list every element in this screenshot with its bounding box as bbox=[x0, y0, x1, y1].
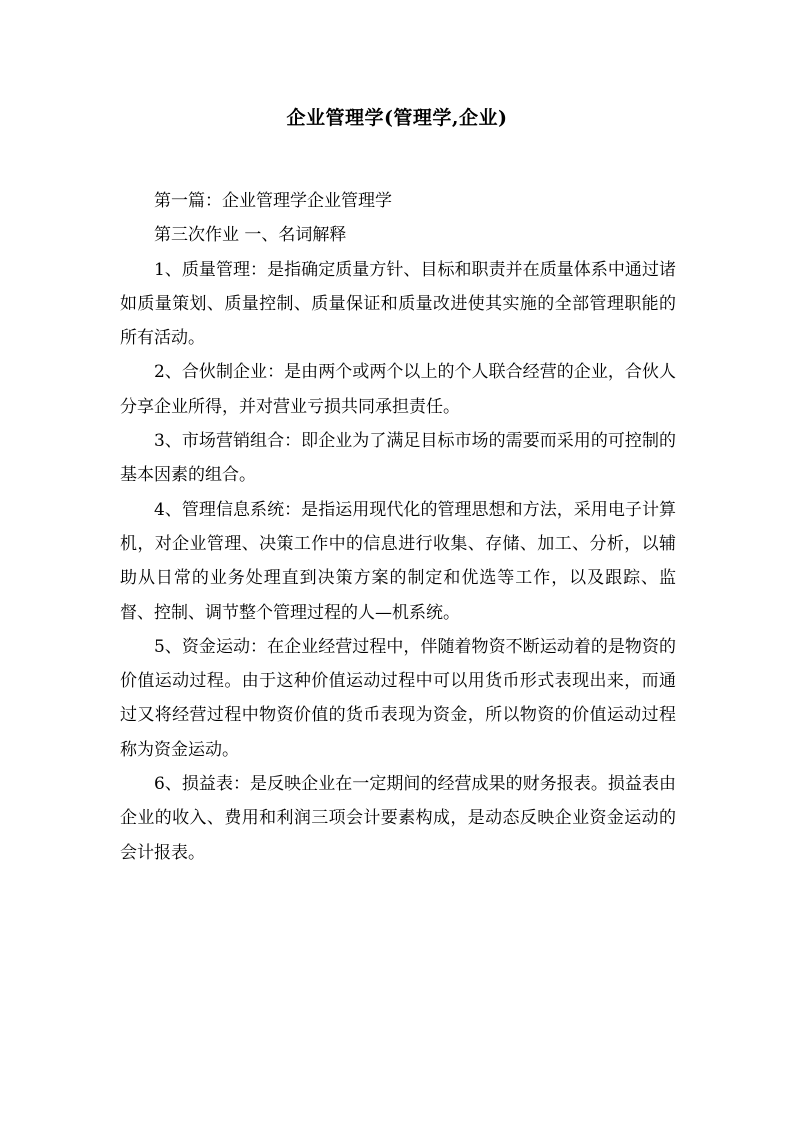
document-body bbox=[120, 184, 676, 870]
section-heading: 第一篇：企业管理学企业管理学 bbox=[154, 191, 392, 211]
definition-marketing-mix: 3、市场营销组合：即企业为了满足目标市场的需要而采用的可控制的基本因素的组合。 bbox=[120, 431, 676, 486]
definition-capital-movement: 5、资金运动：在企业经营过程中，伴随着物资不断运动着的是物资的价值运动过程。由于这种价值运动过程中可以用货币形式表现出来，而通过又将经营过程中物资价值的货币表现为资金，所以物资的价值运动过程称为资金运动。 bbox=[120, 636, 676, 760]
definition-partnership: 2、合伙制企业：是由两个或两个以上的个人联合经营的企业，合伙人分享企业所得，并对营业亏损共同承担责任。 bbox=[120, 362, 676, 417]
assignment-heading: 第三次作业 一、名词解释 bbox=[154, 225, 347, 246]
definition-mis: 4、管理信息系统：是指运用现代化的管理思想和方法，采用电子计算机，对企业管理、决策工作中的信息进行收集、存储、加工、分析，以辅助从日常的业务处理直到决策方案的制定和优选等工作，以及跟踪、监督、控制、调节整个管理过程的人—机系统。 bbox=[120, 499, 676, 623]
document-title: 企业管理学(管理学,企业) bbox=[286, 107, 508, 129]
definition-quality-management: 1、质量管理：是指确定质量方针、目标和职责并在质量体系中通过诸如质量策划、质量控制、质量保证和质量改进使其实施的全部管理职能的所有活动。 bbox=[120, 259, 676, 349]
definition-income-statement: 6、损益表：是反映企业在一定期间的经营成果的财务报表。损益表由企业的收入、费用和利润三项会计要素构成，是动态反映企业资金运动的会计报表。 bbox=[120, 774, 676, 863]
